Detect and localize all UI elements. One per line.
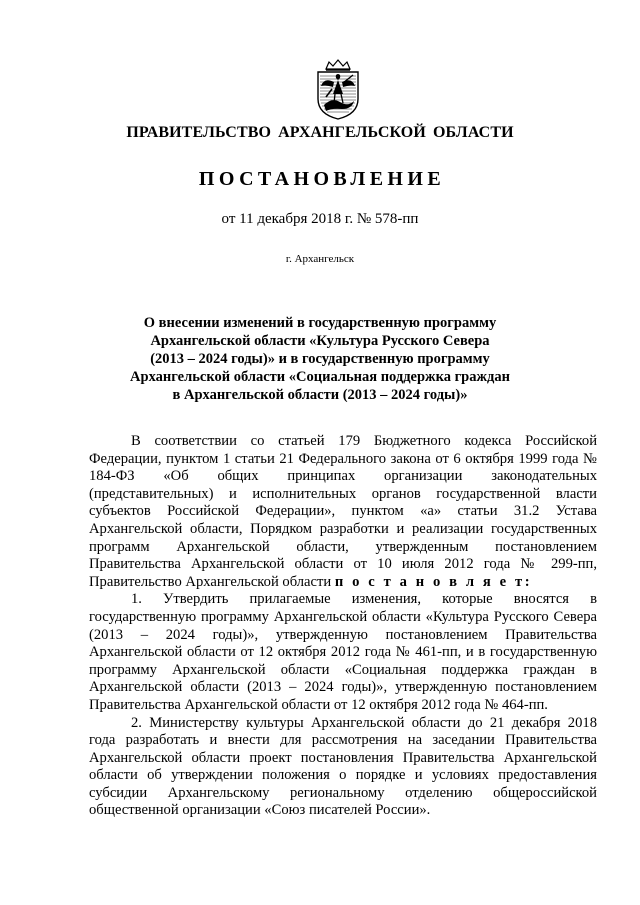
- government-name: ПРАВИТЕЛЬСТВО АРХАНГЕЛЬСКОЙ ОБЛАСТИ: [126, 124, 514, 141]
- resolves-word: п о с т а н о в л я е т: [334, 573, 525, 590]
- document-body: [89, 433, 597, 820]
- document-subject: [130, 314, 510, 404]
- subject-line: в Архангельской области (2013 – 2024 годы)»: [172, 387, 468, 403]
- preamble-paragraph: [89, 433, 597, 591]
- document-city: г. Архангельск: [285, 253, 355, 265]
- subject-line: Архангельской области «Культура Русского Севера: [150, 333, 490, 349]
- item-2-paragraph: 2. Министерству культуры Архангельской области до 21 декабря 2018 года разработать и внести для рассмотрения на заседании Правительства Архангельской области проект постановления Правительства Архангельской области об утверждении положения о порядке и условиях предоставления субсидии Архангельскому региональному отделению общероссийской общественной организации «Союз писателей России».: [89, 714, 597, 819]
- coat-of-arms-emblem: [312, 59, 364, 121]
- subject-line: Архангельской области «Социальная поддержка граждан: [130, 369, 510, 385]
- item-1-paragraph: 1. Утвердить прилагаемые изменения, которые вносятся в государственную программу Архангельской области «Культура Русского Севера (2013 – 2024 годы)», утвержденную постановлением Правительства Архангельской области от 12 октября 2012 года № 461-пп, и в государственную программу Архангельской области «Социальная поддержка граждан в Архангельской области (2013 – 2024 годы)», утвержденную постановлением Правительства Архангельской области от 12 октября 2012 года № 464-пп.: [89, 591, 597, 713]
- subject-line: (2013 – 2024 годы)» и в государственную программу: [150, 351, 490, 367]
- document-date-number: от 11 декабря 2018 г. № 578-пп: [221, 211, 419, 227]
- resolves-colon: :: [524, 573, 530, 590]
- document-type-title: ПОСТАНОВЛЕНИЕ: [198, 168, 446, 190]
- preamble-text: В соответствии со статьей 179 Бюджетного кодекса Российской Федерации, пунктом 1 статьи 21 Федерального закона от 6 октября 1999 года № 184-ФЗ «Об общих принципах организации законодательных (представительных) и исполнительных органов государственной власти субъектов Российской Федерации», пунктом «а» статьи 31.2 Устава Архангельской области, Порядком разработки и реализации государственных программ Архангельской области, утвержденным постановлением Правительства Архангельской области от 10 июля 2012 года № 299-пп, Правительство Архангельской области: [89, 433, 597, 590]
- subject-line: О внесении изменений в государственную программу: [143, 315, 497, 331]
